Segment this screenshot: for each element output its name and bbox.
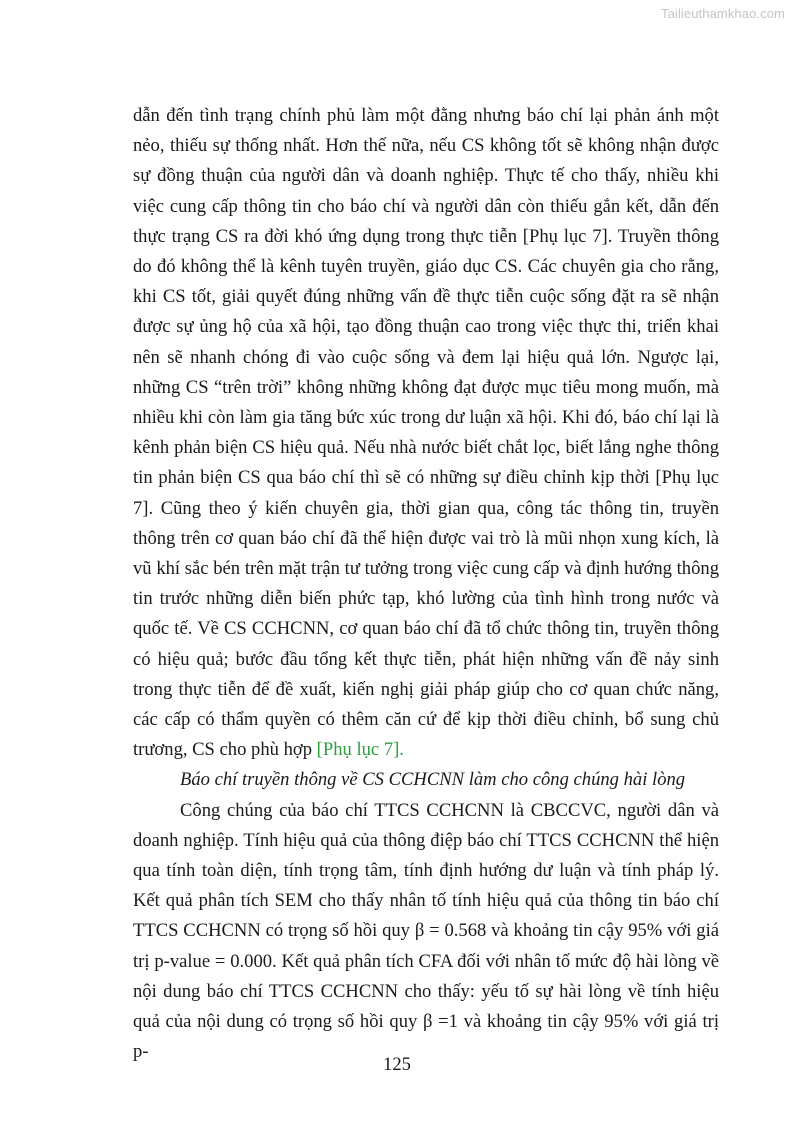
section-heading: Báo chí truyền thông về CS CCHCNN làm cho công chúng hài lòng: [180, 769, 686, 791]
appendix-7-link[interactable]: [Phụ lục 7].: [316, 739, 404, 761]
paragraph-1-text: dẫn đến tình trạng chính phủ làm một đằng nhưng báo chí lại phản ánh một nẻo, thiếu sự thống nhất. Hơn thế nữa, nếu CS không tốt sẽ không nhận được sự đồng thuận của người dân và doanh nghiệp. Thực tế cho thấy, nhiều khi việc cung cấp thông tin cho báo chí và người dân còn thiếu gắn kết, dẫn đến thực trạng CS ra đời khó ứng dụng trong thực tiễn [Phụ lục 7]. Truyền thông do đó không thể là kênh tuyên truyền, giáo dục CS. Các chuyên gia cho rằng, khi CS tốt, giải quyết đúng những vấn đề thực tiễn cuộc sống đặt ra sẽ nhận được sự ủng hộ của xã hội, tạo đồng thuận cao trong việc thực thi, triển khai nên sẽ nhanh chóng đi vào cuộc sống và đem lại hiệu quả lớn. Ngược lại, những CS “trên trời” không những không đạt được mục tiêu mong muốn, mà nhiều khi còn làm gia tăng bức xúc trong dư luận xã hội. Khi đó, báo chí lại là kênh phản biện CS hiệu quả. Nếu nhà nước biết chắt lọc, biết lắng nghe thông tin phản biện CS qua báo chí thì sẽ có những sự điều chỉnh kịp thời [Phụ lục 7]. Cũng theo ý kiến chuyên gia, thời gian qua, công tác thông tin, truyền thông trên cơ quan báo chí đã thể hiện được vai trò là mũi nhọn xung kích, là vũ khí sắc bén trên mặt trận tư tưởng trong việc cung cấp và định hướng thông tin trước những diễn biến phức tạp, khó lường của tình hình trong nước và quốc tế. Về CS CCHCNN, cơ quan báo chí đã tổ chức thông tin, truyền thông có hiệu quả; bước đầu tổng kết thực tiễn, phát hiện những vấn đề nảy sinh trong thực tiễn để đề xuất, kiến nghị giải pháp giúp cho cơ quan chức năng, các cấp có thẩm quyền có thêm căn cứ để kịp thời điều chỉnh, bổ sung chủ trương, CS cho phù hợp: [133, 105, 719, 761]
paragraph-2: Công chúng của báo chí TTCS CCHCNN là CBCCVC, người dân và doanh nghiệp. Tính hiệu quả của thông điệp báo chí TTCS CCHCNN thể hiện qua tính toàn diện, tính trọng tâm, tính định hướng dư luận và tính pháp lý. Kết quả phân tích SEM cho thấy nhân tố tính hiệu quả của thông tin báo chí TTCS CCHCNN có trọng số hồi quy β = 0.568 và khoảng tin cậy 95% với giá trị p-value = 0.000. Kết quả phân tích CFA đối với nhân tố mức độ hài lòng về nội dung báo chí TTCS CCHCNN cho thấy: yếu tố sự hài lòng về tính hiệu quả của nội dung có trọng số hồi quy β =1 và khoảng tin cậy 95% với giá trị p-: [133, 799, 719, 1063]
page-number: 125: [383, 1054, 411, 1075]
document-body: [133, 101, 719, 1068]
watermark: Tailieuthamkhao.com: [660, 6, 785, 21]
paragraph-1: [133, 101, 719, 765]
